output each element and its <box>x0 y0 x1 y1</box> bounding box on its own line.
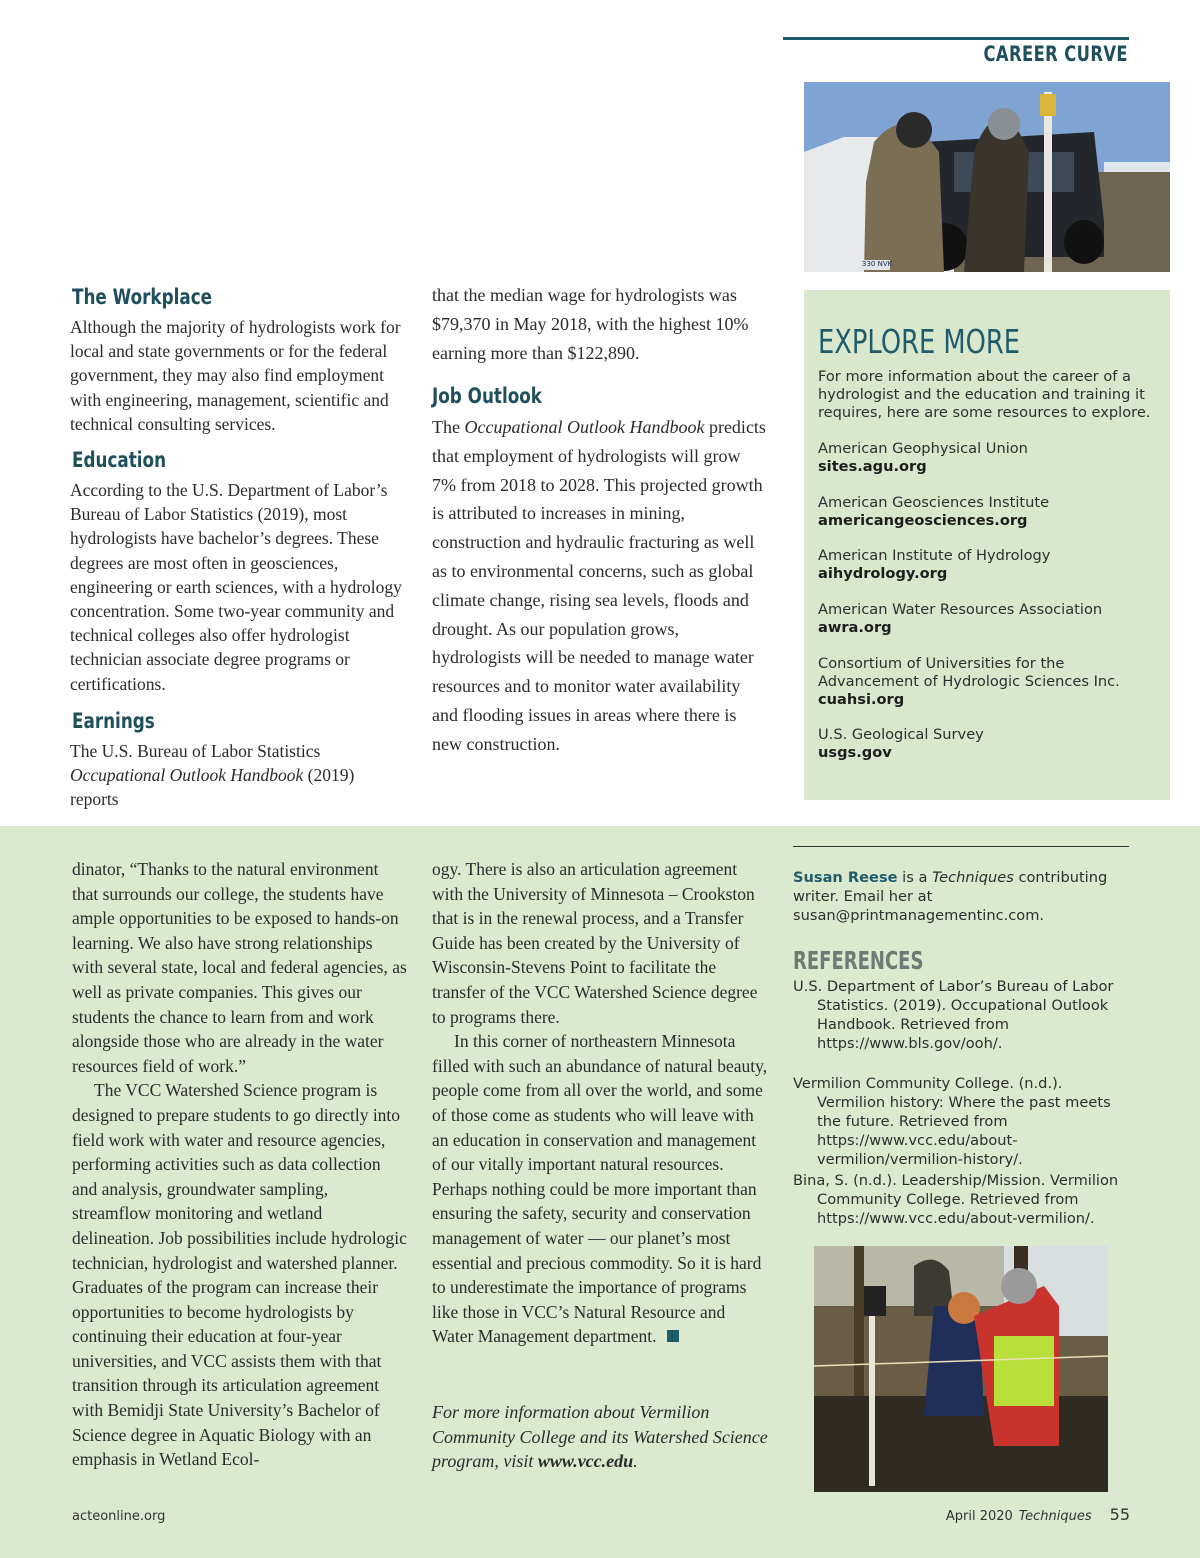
resource-item <box>818 547 1163 583</box>
photo-stream-sampling-icon <box>814 1246 1108 1492</box>
resource-name: U.S. Geological Survey <box>818 726 984 743</box>
resource-name: American Institute of Hydrology <box>818 547 1051 564</box>
end-mark-icon <box>667 1330 679 1342</box>
resource-name: American Geosciences Institute <box>818 494 1050 511</box>
lower-column-1 <box>72 857 408 1472</box>
col2-paragraph-1: ogy. There is also an articulation agreement with the University of Minnesota – Crookston that is in the renewal process, and a Transfer Guide has been created by the University of Wisconsin-Stevens Point to facilitate the transfer of the VCC Watershed Science degree to programs there. <box>432 859 758 1027</box>
job-outlook-text <box>432 413 767 759</box>
bio-rule <box>793 846 1129 847</box>
earnings-text-end: (2019) reports <box>70 765 355 810</box>
explore-more-title: EXPLORE MORE <box>818 322 1021 361</box>
author-bio <box>793 868 1113 925</box>
earnings-publication: Occupational Outlook Handbook <box>70 765 304 786</box>
resource-name: Consortium of Universities for the Advancement of Hydrologic Sciences Inc. <box>818 655 1120 690</box>
resource-item <box>818 726 1163 762</box>
education-text <box>70 478 410 696</box>
resource-name: American Water Resources Association <box>818 601 1103 618</box>
author-name: Susan Reese <box>793 869 898 886</box>
header-rule <box>783 37 1129 40</box>
lower-column-2 <box>432 857 770 1349</box>
license-plate-text: 330 NVK <box>862 260 893 268</box>
workplace-paragraph: Although the majority of hydrologists work for local and state governments or for the federal government, they may also find employment with engineering, management, scientific and technical consulting services. <box>70 317 401 434</box>
section-label: CAREER CURVE <box>983 42 1128 66</box>
more-info-note <box>432 1400 777 1474</box>
resource-link[interactable]: awra.org <box>818 619 892 636</box>
bio-text-mid: is a <box>897 869 933 886</box>
resource-item <box>818 494 1163 530</box>
reference-item: Vermilion Community College. (n.d.). Vermilion history: Where the past meets the future. Retrieved from https://www.vcc.edu/about-vermilion/vermilion-history/. <box>793 1075 1111 1168</box>
resource-link[interactable]: americangeosciences.org <box>818 512 1028 529</box>
workplace-text <box>70 315 410 436</box>
resource-link[interactable]: sites.agu.org <box>818 458 927 475</box>
resource-link[interactable]: cuahsi.org <box>818 691 905 708</box>
stream-sampling-photo <box>814 1246 1108 1492</box>
job-outlook-text-start: The <box>432 417 465 437</box>
footer-info <box>900 1505 1130 1524</box>
col1-paragraph-1: dinator, “Thanks to the natural environment that surrounds our college, the students have ample opportunities to be exposed to hands-on learning. We also have strong relationships with several state, local and federal agencies, as well as private companies. This gives our students the chance to learn from and work alongside those who are already in the water resources field of work.” <box>72 859 407 1076</box>
col2-paragraph-2 <box>432 1029 770 1349</box>
resource-item <box>818 655 1163 709</box>
references-title: REFERENCES <box>793 946 924 975</box>
education-heading: Education <box>72 448 167 472</box>
explore-more-box <box>804 290 1170 800</box>
job-outlook-heading: Job Outlook <box>432 384 542 408</box>
reference-item: U.S. Department of Labor’s Bureau of Labor Statistics. (2019). Occupational Outlook Handbook. Retrieved from https://www.bls.gov/ooh/. <box>793 978 1114 1052</box>
col1-paragraph-2: The VCC Watershed Science program is designed to prepare students to go directly into field work with water and resource agencies, performing activities such as data collection and analysis, groundwater sampling, streamflow monitoring and wetland delineation. Job possibilities include hydrologic technician, hydrologist and watershed planner. Graduates of the program can increase their opportunities to become hydrologists by continuing their education at four-year universities, and VCC assists them with that transition through its articulation agreement with Bemidji State University’s Bachelor of Science degree in Aquatic Biology with an emphasis in Wetland Ecol- <box>72 1080 407 1470</box>
earnings-text <box>70 739 390 812</box>
col2-paragraph-2-text: In this corner of northeastern Minnesota filled with such an abundance of natural beauty, people come from all over the world, and some of those come as students who will leave with an education in conservation and management of our vitally important natural resources. Perhaps nothing could be more important than ensuring the safety, security and conservation management of water — our planet’s most essential and precious commodity. So it is hard to underestimate the importance of programs like those in VCC’s Natural Resource and Water Management department. <box>432 1031 768 1347</box>
resource-link[interactable]: usgs.gov <box>818 744 892 761</box>
explore-more-intro: For more information about the career of a hydrologist and the education and training it requires, here are some resources to explore. <box>818 368 1151 421</box>
footer-publication: Techniques <box>1018 1509 1092 1524</box>
earnings-paragraph <box>70 739 390 812</box>
earnings-continued-paragraph: that the median wage for hydrologists was $79,370 in May 2018, with the highest 10% earning more than $122,890. <box>432 285 749 363</box>
reference-item: Bina, S. (n.d.). Leadership/Mission. Vermilion Community College. Retrieved from https://www.vcc.edu/about-vermilion/. <box>793 1172 1119 1227</box>
footer-site: acteonline.org <box>72 1509 166 1524</box>
earnings-text-start: The U.S. Bureau of Labor Statistics <box>70 741 321 761</box>
bio-text-end: contributing writer. Email her at susan@printmanagementinc.com. <box>793 869 1108 924</box>
earnings-continued <box>432 281 757 367</box>
resource-item <box>818 601 1163 637</box>
resource-link[interactable]: aihydrology.org <box>818 565 948 582</box>
job-outlook-publication: Occupational Outlook Handbook <box>464 417 705 437</box>
education-paragraph: According to the U.S. Department of Labor’s Bureau of Labor Statistics (2019), most hydrologists have bachelor’s degrees. These degrees are most often in geosciences, engineering or earth sciences, with a hydrology concentration. Some two-year community and technical colleges also offer hydrologist technician associate degree programs or certifications. <box>70 480 402 694</box>
resource-item <box>818 440 1163 476</box>
more-info-link[interactable]: www.vcc.edu <box>537 1451 634 1472</box>
job-outlook-paragraph <box>432 413 767 759</box>
job-outlook-text-end: predicts that employment of hydrologists will grow 7% from 2018 to 2028. This projected growth is attributed to increases in mining, construction and hydraulic fracturing as well as to environmental concerns, such as global climate change, rising sea levels, floods and drought. As our population grows, hydrologists will be needed to manage water resources and to monitor water availability and flooding issues in areas where there is new construction. <box>432 417 766 754</box>
more-info-text: For more information about Vermilion Community College and its Watershed Science program, visit <box>432 1402 768 1472</box>
photo-field-survey-icon <box>804 82 1170 272</box>
footer-date: April 2020 <box>945 1509 1013 1524</box>
bio-publication: Techniques <box>932 869 1014 886</box>
earnings-heading: Earnings <box>72 709 155 733</box>
more-info-end: . <box>633 1451 638 1472</box>
resource-name: American Geophysical Union <box>818 440 1028 457</box>
page-number: 55 <box>1109 1505 1130 1524</box>
workplace-heading: The Workplace <box>72 285 213 309</box>
field-survey-photo <box>804 82 1170 272</box>
